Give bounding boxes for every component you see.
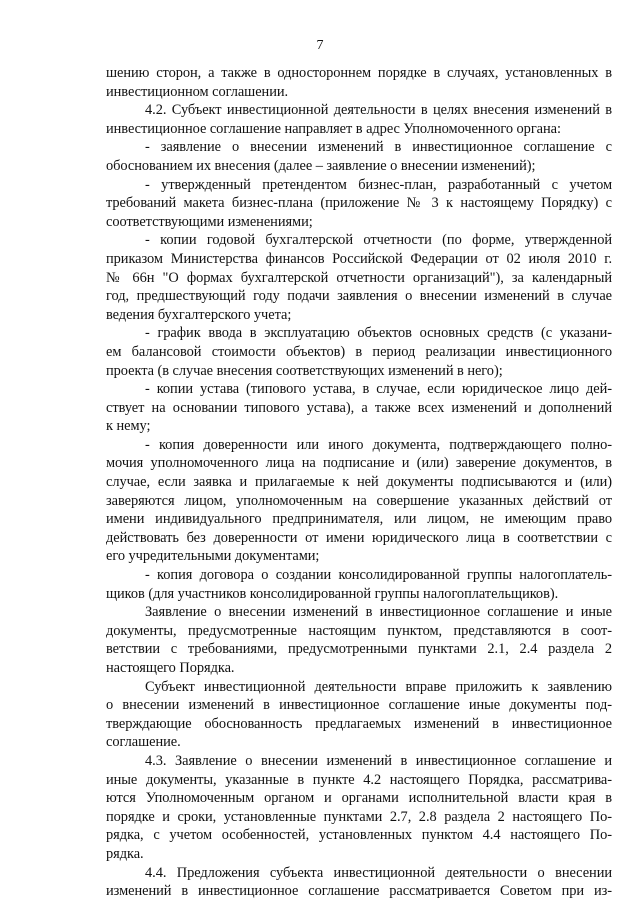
text-line: настоящего Порядка.	[106, 660, 235, 676]
text-line: Заявление о внесении изменений в инвестиционное соглашение и иные	[145, 604, 612, 621]
text-line: документы, предусмотренные настоящим пунктом, представляются в соот-	[106, 622, 612, 639]
text-line: проекта (в случае внесения соответствующих изменений в него);	[106, 362, 503, 379]
text-line: к нему;	[106, 418, 151, 435]
text-line: 4.4. Предложения субъекта инвестиционной деятельности о внесении	[145, 864, 612, 881]
text-line: рядка, с учетом особенностей, установленных пунктом 4.4 настоящего По-	[106, 827, 612, 844]
text-line: требований макета бизнес-плана (приложение № 3 к настоящему Порядку) с	[106, 195, 612, 212]
text-line: инвестиционном соглашении.	[106, 83, 289, 100]
text-line: мочия уполномоченного лица на подписание и (или) заверение документов, в	[106, 455, 612, 472]
text-line: приказом Министерства финансов Российской Федерации от 02 июля 2010 г.	[106, 250, 612, 267]
text-line: 4.2. Субъект инвестиционной деятельности в целях внесения изменений в	[145, 102, 612, 119]
text-line: - заявление о внесении изменений в инвестиционное соглашение с	[145, 139, 612, 156]
text-line: ведения бухгалтерского учета;	[106, 306, 292, 323]
text-line: ствует на основании типового устава), а также всех изменений и дополнений	[106, 399, 612, 416]
text-line: - график ввода в эксплуатацию объектов основных средств (с указани-	[145, 325, 612, 342]
text-line: 4.3. Заявление о внесении изменений в инвестиционное соглашение и	[145, 752, 612, 769]
text-line: инвестиционное соглашение направляет в адрес Уполномоченного органа:	[106, 120, 561, 137]
text-line: о внесении изменений в инвестиционное соглашение иные документы под-	[106, 697, 612, 714]
text-line: рядка.	[106, 845, 144, 862]
text-line: тверждающие обоснованность предлагаемых изменений в инвестиционное	[106, 715, 612, 732]
text-line: порядке и сроки, установленные пунктами 2.7, 2.8 раздела 2 настоящего По-	[106, 808, 612, 825]
text-line: шению сторон, а также в одностороннем порядке в случаях, установленных в	[106, 65, 612, 81]
text-line: случае, если заявка и прилагаемые к ней документы подписываются и (или)	[106, 474, 612, 491]
text-line: Субъект инвестиционной деятельности вправе приложить к заявлению	[145, 678, 612, 695]
text-line: его учредительными документами;	[106, 548, 320, 565]
text-line: ются Уполномоченным органом и органами исполнительной власти края в	[106, 790, 612, 807]
text-line: год, предшествующий году подачи заявления о внесении изменений в случае	[106, 288, 612, 305]
page-number: 7	[316, 38, 324, 53]
text-line: ем балансовой стоимости объектов) в период реализации инвестиционного	[106, 343, 612, 360]
text-line: - утвержденный претендентом бизнес-план, разработанный с учетом	[145, 176, 612, 193]
document-body	[0, 64, 640, 901]
text-line: изменений в инвестиционное соглашение рассматривается Советом при из-	[106, 883, 612, 900]
text-line: обоснованием их внесения (далее – заявление о внесении изменений);	[106, 157, 536, 174]
text-line: соглашение.	[106, 734, 181, 751]
text-line: соответствующими изменениями;	[106, 213, 313, 230]
text-line: заверяются лицом, уполномоченным на совершение указанных действий от	[106, 492, 612, 509]
text-line: - копия доверенности или иного документа, подтверждающего полно-	[145, 436, 612, 453]
text-line: имени индивидуального предпринимателя, или лицом, не имеющим право	[106, 511, 612, 528]
text-line: - копия договора о создании консолидированной группы налогоплатель-	[145, 567, 612, 584]
text-line: щиков (для участников консолидированной группы налогоплательщиков).	[106, 585, 559, 602]
text-line: иные документы, указанные в пункте 4.2 настоящего Порядка, рассматрива-	[106, 771, 612, 788]
text-line: - копии годовой бухгалтерской отчетности (по форме, утвержденной	[145, 232, 612, 249]
text-line: ветствии с требованиями, предусмотренными пунктами 2.1, 2.4 раздела 2	[106, 641, 612, 658]
text-line: № 66н "О формах бухгалтерской отчетности организаций"), за календарный	[106, 269, 612, 286]
text-line: действовать без доверенности от имени юридического лица в соответствии с	[106, 529, 612, 546]
text-line: - копии устава (типового устава, в случае, если юридическое лицо дей-	[145, 381, 612, 398]
